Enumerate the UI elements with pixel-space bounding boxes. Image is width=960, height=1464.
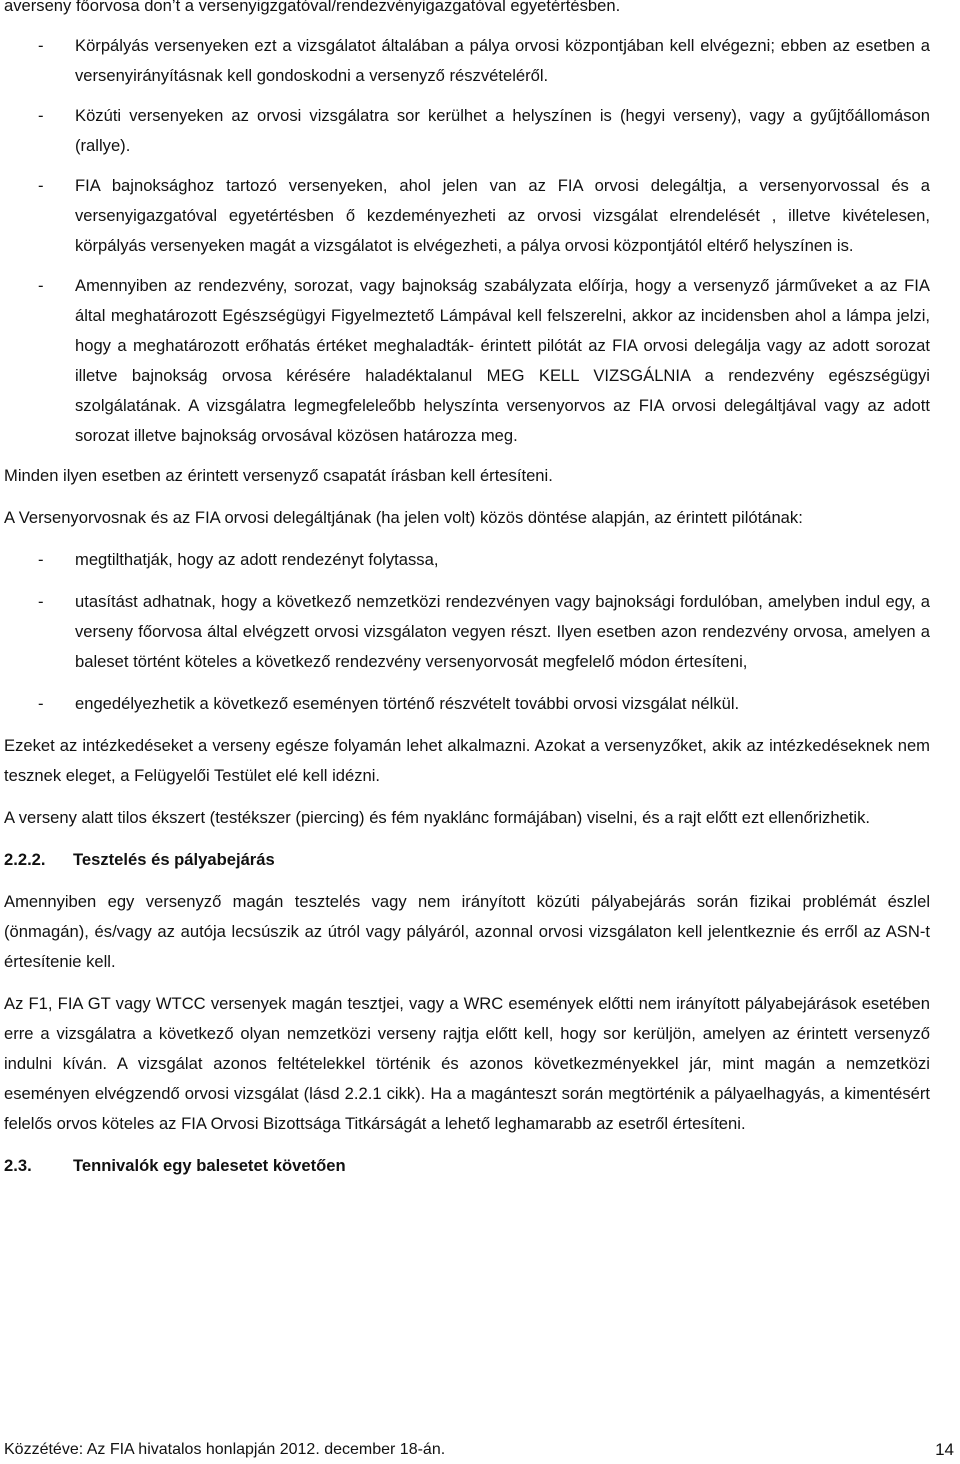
section-heading-2-2-2 [4,845,930,875]
list-examination-cases [4,31,930,451]
dash-bullet: - [38,176,44,195]
list-item-text: Amennyiben az rendezvény, sorozat, vagy bajnokság szabályzata előírja, hogy a versenyző járműveket a az FIA által meghatározott Egészségügyi Figyelmeztető Lámpával kell felszerelni, akkor az incidensben ahol a lámpa jelzi, hogy a meghatározott erőhatás értéket meghaladták- érintett pilótát az FIA orvosi delegálja vagy az adott sorozat illetve bajnokság orvosa kérésére haladéktalanul MEG KELL VIZSGÁLNIA a rendezvény egészségügyi szolgálatának. A vizsgálatra legmegfeleleőbb helyszínta versenyorvos az FIA orvosi delegáltjával vagy az adott sorozat illetve bajnokság orvosával közösen határozza meg. [75,276,930,445]
list-decisions [4,545,930,719]
list-item-text: FIA bajnoksághoz tartozó versenyeken, ahol jelen van az FIA orvosi delegáltja, a versenyorvossal és a versenyigazgatóval egyetértésben ő kezdeményezheti az orvosi vizsgálat elrendelését , illetve kivételesen, körpályás versenyeken magát a vizsgálatot is elvégezheti, a pálya orvosi központjától eltérő helyszínen is. [75,176,930,255]
list-item-text: engedélyezhetik a következő eseményen történő részvételt további orvosi vizsgálat nélkül. [75,694,740,713]
list-item-text: Közúti versenyeken az orvosi vizsgálatra sor kerülhet a helyszínen is (hegyi verseny), vagy a gyűjtőállomáson (rallye). [75,106,930,155]
section-heading-2-3 [4,1151,930,1181]
dash-bullet: - [38,36,44,55]
list-item [4,31,930,91]
page-footer [4,1436,954,1464]
list-item-text: megtilthatják, hogy az adott rendezényt folytassa, [75,550,439,569]
dash-bullet: - [38,106,44,125]
page-number: 14 [935,1440,954,1459]
top-fragment: averseny főorvosa don’t a versenyigzgatóval/rendezvényigazgatóval egyetértésben. [4,0,621,15]
dash-bullet: - [38,694,44,713]
list-item [4,587,930,677]
list-item [4,171,930,261]
paragraph-testing-1: Amennyiben egy versenyző magán tesztelés vagy nem irányított közúti pályabejárás során fizikai problémát észlel (önmagán), és/vagy az autója lecsúszik az útról vagy pályáról, azonnal orvosi vizsgálaton kell jelentkeznie és erről az ASN-t értesítenie kell. [4,892,930,971]
dash-bullet: - [38,276,44,295]
paragraph-jewelry: A verseny alatt tilos ékszert (testékszer (piercing) és fém nyaklánc formájában) viselni, és a rajt előtt ezt ellenőrizhetik. [4,808,871,827]
paragraph-decision: A Versenyorvosnak és az FIA orvosi delegáltjának (ha jelen volt) közös döntése alapján, az érintett pilótának: [4,508,803,527]
list-item-text: utasítást adhatnak, hogy a következő nemzetközi rendezvényen vagy bajnoksági fordulóban, amelyben indul egy, a verseny főorvosa által elvégzett orvosi vizsgálaton vegyen részt. Ilyen esetben azon rendezvény orvosa, amelyen a baleset történt köteles a következő rendezvény versenyorvosát megfelelő módon értesíteni, [75,592,930,671]
list-item-text: Körpályás versenyeken ezt a vizsgálatot általában a pálya orvosi központjában kell elvégezni; ebben az esetben a versenyirányításnak kell gondoskodni a versenyző részvételéről. [75,36,930,85]
paragraph-measures: Ezeket az intézkedéseket a verseny egésze folyamán lehet alkalmazni. Azokat a versenyzőket, akik az intézkedéseknek nem tesznek eleget, a Felügyelői Testület elé kell idézni. [4,736,930,785]
paragraph-testing-2: Az F1, FIA GT vagy WTCC versenyek magán tesztjei, vagy a WRC események előtti nem irányított pályabejárások esetében erre a vizsgálatra a következő olyan nemzetközi verseny rajtja előtt kell, hogy sor kerüljön, amelyen az érintett versenyző indulni kíván. A vizsgálat azonos feltételekkel történik és azonos következményekkel jár, mint magán a nemzetközi eseményen elvégzendő orvosi vizsgálat (lásd 2.2.1 cikk). Ha a magánteszt során megtörténik a pályaelhagyás, a kimentésért felelős orvos köteles az FIA Orvosi Bizottsága Titkárságát a lehető leghamarabb az esetről értesíteni. [4,994,930,1133]
section-title: Tesztelés és pályabejárás [73,850,275,869]
section-title: Tennivalók egy balesetet követően [73,1156,346,1175]
footer-published: Közzétéve: Az FIA hivatalos honlapján 2012. december 18-án. [4,1441,446,1458]
list-item [4,545,930,575]
section-number: 2.3. [4,1156,32,1175]
paragraph-notify: Minden ilyen esetben az érintett versenyző csapatát írásban kell értesíteni. [4,466,553,485]
list-item [4,689,930,719]
dash-bullet: - [38,550,44,569]
section-number: 2.2.2. [4,850,46,869]
list-item [4,271,930,451]
dash-bullet: - [38,592,44,611]
list-item [4,101,930,161]
